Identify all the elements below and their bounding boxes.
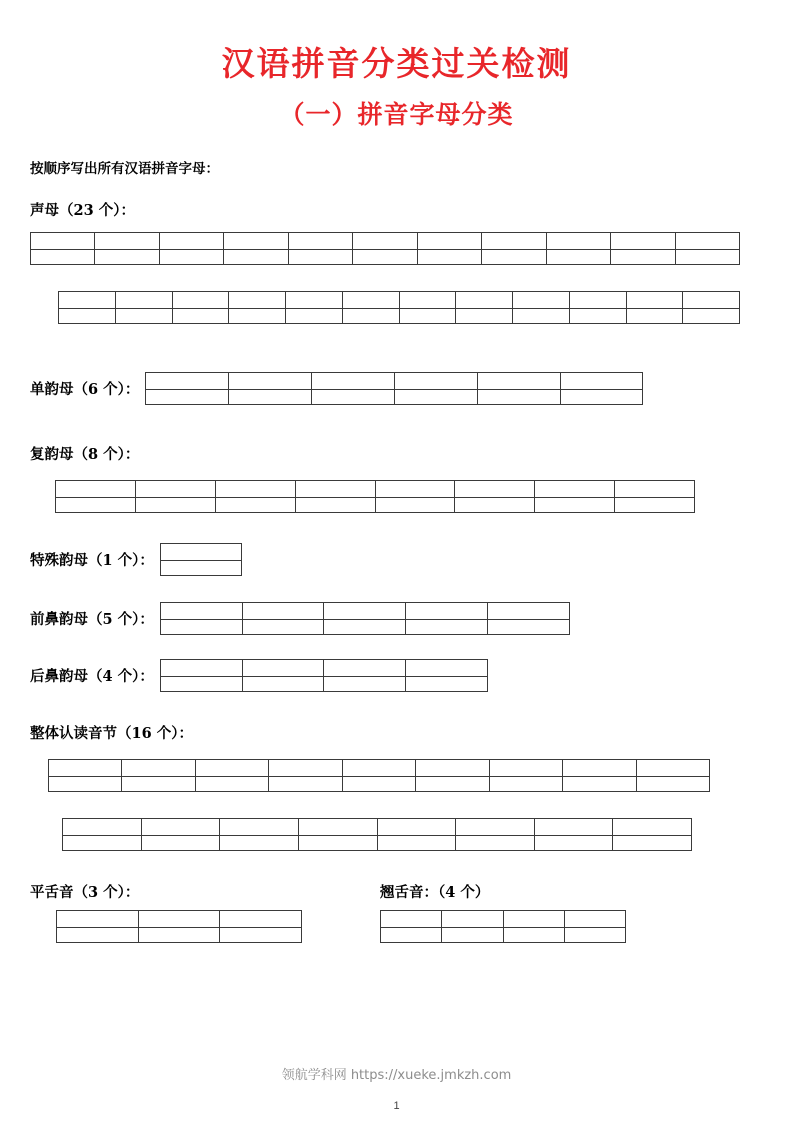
grid-cell[interactable] [488,603,570,620]
section-label-danyunmu: 单韵母（6 个）： [30,381,140,398]
grid-cell[interactable] [135,498,215,513]
answer-grid-fuyunmu[interactable] [55,480,695,513]
grid-cell[interactable] [456,836,535,851]
grid-cell[interactable] [269,760,342,777]
grid-cell[interactable] [95,233,159,250]
grid-cell[interactable] [324,660,406,677]
section-qiaosheyin [380,881,626,943]
grid-cell[interactable] [324,603,406,620]
grid-cell[interactable] [56,498,136,513]
grid-cell[interactable] [406,620,488,635]
grid-cell[interactable] [59,309,116,324]
section-zhengtirendu [0,722,793,851]
grid-cell[interactable] [477,390,560,405]
grid-cell[interactable] [626,292,683,309]
grid-cell[interactable] [269,777,342,792]
answer-grid-shengmu-1[interactable] [30,232,740,265]
section-label-qianbiyunmu: 前鼻韵母（5 个）： [30,611,154,628]
grid-cell[interactable] [488,620,570,635]
grid-cell[interactable] [286,292,343,309]
grid-cell[interactable] [399,309,456,324]
grid-cell[interactable] [63,836,142,851]
grid-cell[interactable] [57,911,139,928]
grid-cell[interactable] [455,498,535,513]
grid-cell[interactable] [56,481,136,498]
section-label-zhengtirendu: 整体认读音节（16 个）： [30,725,193,742]
grid-cell[interactable] [535,481,615,498]
section-bottom-pair [0,881,793,943]
grid-cell[interactable] [122,760,195,777]
grid-cell[interactable] [298,819,377,836]
grid-cell[interactable] [353,233,417,250]
grid-cell[interactable] [636,777,710,792]
grid-cell[interactable] [442,928,503,943]
grid-cell[interactable] [312,373,395,390]
section-label-houbiyunmu: 后鼻韵母（4 个）： [30,668,154,685]
grid-cell[interactable] [406,603,488,620]
grid-cell[interactable] [229,309,286,324]
grid-cell[interactable] [59,292,116,309]
grid-cell[interactable] [242,660,324,677]
grid-cell[interactable] [513,309,570,324]
section-label-qiaosheyin: 翘舌音：（4 个） [380,884,490,901]
grid-cell[interactable] [160,677,242,692]
grid-cell[interactable] [160,561,241,576]
answer-grid-qiaosheyin[interactable] [380,910,626,943]
grid-cell[interactable] [242,603,324,620]
grid-cell[interactable] [353,250,417,265]
grid-cell[interactable] [312,390,395,405]
answer-grid-danyunmu[interactable] [145,372,643,405]
grid-cell[interactable] [416,760,489,777]
grid-cell[interactable] [220,911,302,928]
grid-cell[interactable] [416,777,489,792]
grid-cell[interactable] [295,498,375,513]
grid-cell[interactable] [560,373,643,390]
grid-cell[interactable] [229,292,286,309]
section-label-shengmu: 声母（23 个）： [30,202,135,219]
grid-cell[interactable] [613,836,692,851]
grid-cell[interactable] [456,819,535,836]
grid-cell[interactable] [375,498,455,513]
grid-cell[interactable] [564,928,625,943]
grid-cell[interactable] [242,620,324,635]
grid-cell[interactable] [141,836,220,851]
section-teshuyunmu [0,543,793,576]
answer-grid-zhengtirendu-2[interactable] [62,818,692,851]
grid-cell[interactable] [611,233,675,250]
grid-cell[interactable] [141,819,220,836]
grid-cell[interactable] [298,836,377,851]
grid-cell[interactable] [394,390,477,405]
grid-cell[interactable] [31,233,95,250]
grid-cell[interactable] [611,250,675,265]
grid-cell[interactable] [160,603,242,620]
grid-cell[interactable] [477,373,560,390]
grid-cell[interactable] [417,250,481,265]
grid-cell[interactable] [215,498,295,513]
grid-cell[interactable] [683,309,740,324]
grid-cell[interactable] [229,390,312,405]
grid-cell[interactable] [675,233,739,250]
grid-cell[interactable] [342,292,399,309]
grid-cell[interactable] [288,233,352,250]
grid-cell[interactable] [535,498,615,513]
grid-cell[interactable] [381,911,442,928]
grid-cell[interactable] [57,928,139,943]
watermark-text: 领航学科网 https://xueke.jmkzh.com [281,1068,512,1083]
instruction-text: 按顺序写出所有汉语拼音字母： [30,161,219,177]
grid-cell[interactable] [442,911,503,928]
grid-cell[interactable] [560,390,643,405]
grid-cell[interactable] [135,481,215,498]
grid-cell[interactable] [534,819,613,836]
grid-cell[interactable] [95,250,159,265]
grid-cell[interactable] [115,292,172,309]
grid-cell[interactable] [49,760,122,777]
grid-cell[interactable] [159,233,223,250]
grid-cell[interactable] [503,928,564,943]
grid-cell[interactable] [399,292,456,309]
grid-cell[interactable] [406,677,488,692]
grid-cell[interactable] [546,250,610,265]
grid-cell[interactable] [482,250,546,265]
grid-cell[interactable] [377,836,456,851]
grid-cell[interactable] [394,373,477,390]
grid-cell[interactable] [615,498,695,513]
grid-cell[interactable] [215,481,295,498]
grid-cell[interactable] [160,620,242,635]
grid-cell[interactable] [381,928,442,943]
grid-cell[interactable] [224,250,288,265]
grid-cell[interactable] [160,544,241,561]
grid-cell[interactable] [115,309,172,324]
grid-cell[interactable] [342,777,415,792]
grid-cell[interactable] [569,292,626,309]
grid-cell[interactable] [417,233,481,250]
grid-cell[interactable] [456,292,513,309]
grid-cell[interactable] [172,309,229,324]
grid-cell[interactable] [563,760,636,777]
grid-cell[interactable] [546,233,610,250]
grid-cell[interactable] [569,309,626,324]
grid-cell[interactable] [489,760,562,777]
grid-cell[interactable] [683,292,740,309]
grid-cell[interactable] [220,836,299,851]
grid-cell[interactable] [195,760,268,777]
grid-cell[interactable] [172,292,229,309]
grid-cell[interactable] [489,777,562,792]
grid-cell[interactable] [160,660,242,677]
grid-cell[interactable] [146,390,229,405]
grid-cell[interactable] [406,660,488,677]
page-subtitle: （一）拼音字母分类 [279,100,514,129]
grid-cell[interactable] [455,481,535,498]
grid-cell[interactable] [503,911,564,928]
grid-cell[interactable] [195,777,268,792]
section-shengmu [0,199,793,324]
grid-cell[interactable] [146,373,229,390]
grid-cell[interactable] [564,911,625,928]
grid-cell[interactable] [220,928,302,943]
grid-cell[interactable] [534,836,613,851]
grid-cell[interactable] [159,250,223,265]
grid-cell[interactable] [613,819,692,836]
grid-cell[interactable] [636,760,710,777]
grid-cell[interactable] [295,481,375,498]
grid-cell[interactable] [456,309,513,324]
section-qianbiyunmu [0,602,793,635]
grid-cell[interactable] [324,677,406,692]
grid-cell[interactable] [675,250,739,265]
page-title: 汉语拼音分类过关检测 [221,44,572,83]
grid-cell[interactable] [288,250,352,265]
grid-cell[interactable] [342,760,415,777]
section-fuyunmu [0,443,793,513]
grid-cell[interactable] [324,620,406,635]
section-label-pingsheyin: 平舌音（3 个）： [30,884,140,901]
grid-cell[interactable] [138,928,220,943]
page-number: 1 [393,1100,400,1112]
grid-cell[interactable] [49,777,122,792]
section-label-teshuyunmu: 特殊韵母（1 个）： [30,552,154,569]
answer-grid-houbiyunmu[interactable] [160,659,488,692]
answer-grid-pingsheyin[interactable] [56,910,302,943]
grid-cell[interactable] [242,677,324,692]
grid-cell[interactable] [63,819,142,836]
grid-cell[interactable] [229,373,312,390]
grid-cell[interactable] [563,777,636,792]
answer-grid-shengmu-2[interactable] [58,291,740,324]
grid-cell[interactable] [286,309,343,324]
answer-grid-zhengtirendu-1[interactable] [48,759,710,792]
grid-cell[interactable] [122,777,195,792]
grid-cell[interactable] [626,309,683,324]
section-label-fuyunmu: 复韵母（8 个）： [30,446,140,463]
grid-cell[interactable] [220,819,299,836]
grid-cell[interactable] [377,819,456,836]
section-houbiyunmu [0,659,793,692]
section-danyunmu [0,372,793,405]
answer-grid-qianbiyunmu[interactable] [160,602,570,635]
grid-cell[interactable] [31,250,95,265]
grid-cell[interactable] [513,292,570,309]
grid-cell[interactable] [342,309,399,324]
answer-grid-teshuyunmu[interactable] [160,543,242,576]
grid-cell[interactable] [138,911,220,928]
grid-cell[interactable] [615,481,695,498]
section-pingsheyin [30,881,302,943]
grid-cell[interactable] [482,233,546,250]
grid-cell[interactable] [224,233,288,250]
grid-cell[interactable] [375,481,455,498]
